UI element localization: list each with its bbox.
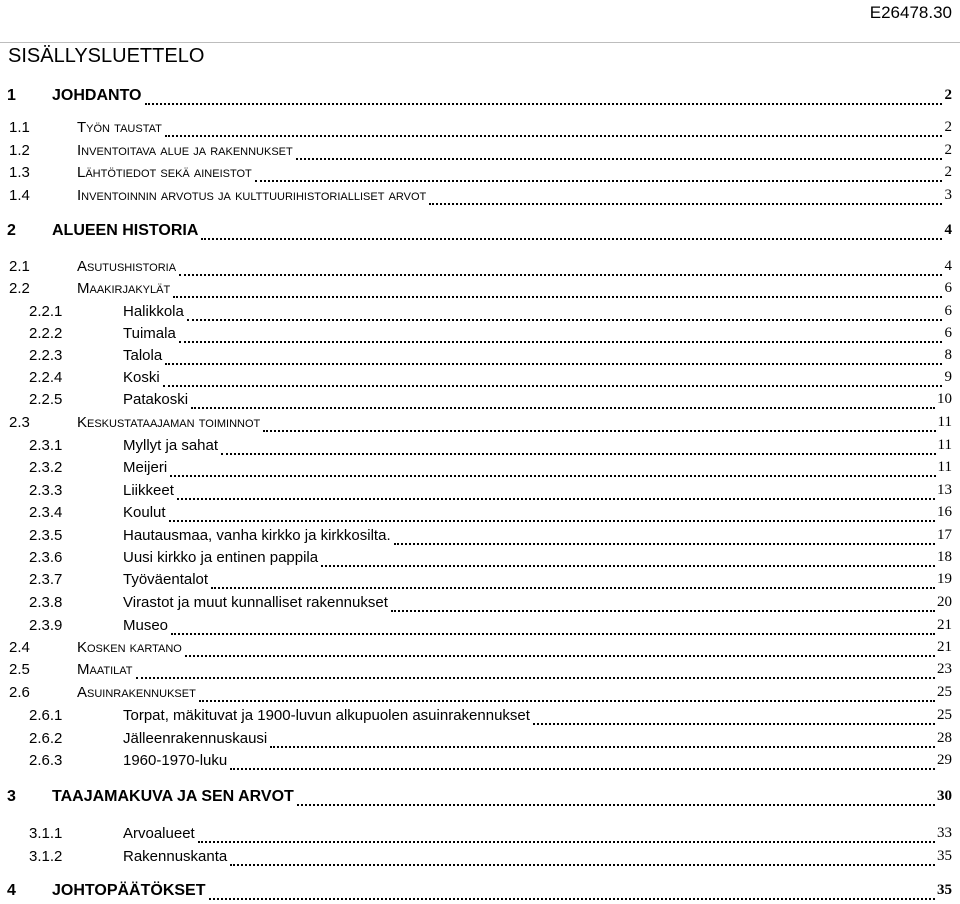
toc-entry-page: 30 — [937, 788, 952, 804]
dot-leader — [263, 430, 936, 432]
dot-leader — [163, 385, 942, 387]
toc-entry-number: 2.2.3 — [29, 347, 63, 364]
header-divider — [0, 42, 960, 43]
toc-entry[interactable] — [0, 369, 952, 391]
toc-entry[interactable] — [0, 459, 952, 481]
toc-entry-page: 2 — [944, 87, 952, 103]
toc-entry-page: 2 — [944, 119, 952, 135]
dot-leader — [391, 610, 935, 612]
toc-entry-page: 20 — [937, 594, 952, 610]
toc-entry-number: 2.5 — [9, 661, 30, 678]
toc-entry-title: Torpat, mäkituvat ja 1900-luvun alkupuolen asuinrakennukset — [123, 707, 530, 724]
dot-leader — [179, 274, 942, 276]
dot-leader — [165, 363, 942, 365]
toc-entry-title: Uusi kirkko ja entinen pappila — [123, 549, 319, 566]
toc-entry-title: Talola — [123, 347, 163, 364]
dot-leader — [145, 103, 942, 105]
toc-entry-number: 2.2 — [9, 280, 30, 297]
toc-entry[interactable] — [0, 752, 952, 774]
toc-entry[interactable] — [0, 684, 952, 706]
toc-entry[interactable] — [0, 164, 952, 186]
toc-entry[interactable] — [0, 504, 952, 526]
toc-entry[interactable] — [0, 119, 952, 141]
toc-entry[interactable] — [0, 142, 952, 164]
toc-entry-page: 3 — [944, 187, 952, 203]
toc-entry-page: 11 — [937, 414, 952, 430]
toc-entry-title: Virastot ja muut kunnalliset rakennukset — [123, 594, 388, 611]
toc-entry-number: 3.1.1 — [29, 825, 63, 842]
toc-entry[interactable] — [0, 882, 952, 904]
toc-title: SISÄLLYSLUETTELO — [8, 45, 205, 67]
toc-entry-page: 19 — [937, 571, 952, 587]
toc-entry-number: 2.2.5 — [29, 391, 63, 408]
toc-entry-title: Kosken kartano — [77, 639, 182, 656]
dot-leader — [170, 475, 936, 477]
toc-entry-number: 2.3.9 — [29, 617, 63, 634]
dot-leader — [230, 768, 935, 770]
toc-entry-title: Tuimala — [123, 325, 176, 342]
toc-entry-page: 6 — [944, 303, 952, 319]
toc-entry-number: 2.3.6 — [29, 549, 63, 566]
toc-entry-title: 1960-1970-luku — [123, 752, 228, 769]
dot-leader — [198, 841, 935, 843]
dot-leader — [230, 864, 935, 866]
toc-entry-title: Keskustataajaman toiminnot — [77, 414, 261, 431]
dot-leader — [165, 135, 942, 137]
dot-leader — [270, 746, 935, 748]
dot-leader — [211, 587, 935, 589]
toc-entry[interactable] — [0, 187, 952, 209]
toc-entry-number: 2.6.1 — [29, 707, 63, 724]
toc-entry-number: 2.3.3 — [29, 482, 63, 499]
toc-entry-number: 2.3.5 — [29, 527, 63, 544]
toc-entry[interactable] — [0, 594, 952, 616]
toc-entry-number: 2.6 — [9, 684, 30, 701]
toc-entry[interactable] — [0, 222, 952, 244]
toc-entry-number: 2.2.2 — [29, 325, 63, 342]
toc-entry-number: 1.2 — [9, 142, 30, 159]
toc-entry-number: 2.2.1 — [29, 303, 63, 320]
toc-entry-page: 2 — [944, 142, 952, 158]
toc-entry[interactable] — [0, 391, 952, 413]
dot-leader — [191, 407, 935, 409]
toc-entry-number: 1.1 — [9, 119, 30, 136]
toc-entry-title: Myllyt ja sahat — [123, 437, 219, 454]
toc-entry-title: Meijeri — [123, 459, 168, 476]
toc-entry[interactable] — [0, 825, 952, 847]
toc-entry-title: Maakirjakylät — [77, 280, 171, 297]
toc-entry-number: 3 — [7, 788, 16, 805]
toc-entry-page: 18 — [937, 549, 952, 565]
toc-entry[interactable] — [0, 707, 952, 729]
toc-entry[interactable] — [0, 527, 952, 549]
toc-entry-page: 25 — [937, 707, 952, 723]
toc-entry-title: Halikkola — [123, 303, 184, 320]
toc-entry-title: Inventoinnin arvotus ja kulttuurihistorialliset arvot — [77, 187, 427, 204]
toc-entry[interactable] — [0, 571, 952, 593]
toc-entry[interactable] — [0, 848, 952, 870]
toc-entry[interactable] — [0, 617, 952, 639]
toc-entry-page: 21 — [937, 617, 952, 633]
dot-leader — [171, 633, 935, 635]
toc-entry-title: Koulut — [123, 504, 166, 521]
dot-leader — [296, 158, 942, 160]
toc-entry-title: Lähtötiedot sekä aineistot — [77, 164, 252, 181]
toc-entry-number: 2.3 — [9, 414, 30, 431]
toc-entry-title: JOHTOPÄÄTÖKSET — [52, 882, 206, 899]
toc-entry-title: Työväentalot — [123, 571, 209, 588]
dot-leader — [201, 238, 942, 240]
toc-entry-number: 2.4 — [9, 639, 30, 656]
dot-leader — [429, 203, 942, 205]
toc-entry[interactable] — [0, 87, 952, 109]
dot-leader — [177, 498, 935, 500]
toc-entry-title: Asutushistoria — [77, 258, 177, 275]
toc-entry[interactable] — [0, 482, 952, 504]
toc-entry-title: Hautausmaa, vanha kirkko ja kirkkosilta. — [123, 527, 391, 544]
toc-entry-page: 35 — [937, 848, 952, 864]
toc-entry[interactable] — [0, 661, 952, 683]
toc-entry-number: 1.3 — [9, 164, 30, 181]
toc-entry-page: 29 — [937, 752, 952, 768]
toc-entry-page: 2 — [944, 164, 952, 180]
toc-entry-page: 6 — [944, 325, 952, 341]
document-id: E26478.30 — [869, 3, 952, 22]
toc-entry-page: 6 — [944, 280, 952, 296]
toc-entry[interactable] — [0, 280, 952, 302]
toc-entry-number: 2.6.3 — [29, 752, 63, 769]
toc-entry-title: Museo — [123, 617, 169, 634]
toc-entry-number: 2 — [7, 222, 16, 239]
toc-entry-number: 3.1.2 — [29, 848, 63, 865]
toc-entry-number: 2.3.2 — [29, 459, 63, 476]
dot-leader — [297, 804, 935, 806]
dot-leader — [321, 565, 935, 567]
dot-leader — [209, 898, 935, 900]
toc-entry-number: 2.3.8 — [29, 594, 63, 611]
toc-entry-number: 2.3.1 — [29, 437, 63, 454]
toc-entry-page: 17 — [937, 527, 952, 543]
dot-leader — [199, 700, 935, 702]
dot-leader — [169, 520, 935, 522]
dot-leader — [185, 655, 935, 657]
toc-entry-page: 9 — [944, 369, 952, 385]
toc-entry-title: JOHDANTO — [52, 87, 142, 104]
toc-entry-page: 8 — [944, 347, 952, 363]
toc-entry-title: Koski — [123, 369, 160, 386]
dot-leader — [255, 180, 942, 182]
toc-entry-page: 10 — [937, 391, 952, 407]
toc-entry-title: Jälleenrakennuskausi — [123, 730, 268, 747]
toc-entry[interactable] — [0, 788, 952, 810]
toc-entry-page: 28 — [937, 730, 952, 746]
toc-entry-title: Arvoalueet — [123, 825, 195, 842]
toc-entry[interactable] — [0, 258, 952, 280]
toc-entry[interactable] — [0, 303, 952, 325]
dot-leader — [394, 543, 935, 545]
dot-leader — [221, 453, 936, 455]
dot-leader — [179, 341, 942, 343]
toc-entry[interactable] — [0, 549, 952, 571]
toc-entry-page: 4 — [944, 258, 952, 274]
toc-entry-title: Inventoitava alue ja rakennukset — [77, 142, 293, 159]
toc-entry-title: ALUEEN HISTORIA — [52, 222, 199, 239]
toc-entry-number: 2.2.4 — [29, 369, 63, 386]
toc-entry-page: 11 — [937, 437, 952, 453]
toc-entry-page: 21 — [937, 639, 952, 655]
toc-entry-title: Työn taustat — [77, 119, 162, 136]
toc-entry-page: 23 — [937, 661, 952, 677]
toc-entry[interactable] — [0, 730, 952, 752]
dot-leader — [173, 296, 942, 298]
toc-entry-number: 1 — [7, 87, 16, 104]
toc-entry-page: 4 — [944, 222, 952, 238]
toc-entry-title: Maatilat — [77, 661, 133, 678]
toc-entry-number: 1.4 — [9, 187, 30, 204]
toc-entry-title: Rakennuskanta — [123, 848, 228, 865]
dot-leader — [187, 319, 942, 321]
toc-entry[interactable] — [0, 437, 952, 459]
toc-entry-title: Asuinrakennukset — [77, 684, 196, 701]
toc-entry-page: 13 — [937, 482, 952, 498]
toc-entry-number: 2.6.2 — [29, 730, 63, 747]
toc-entry[interactable] — [0, 639, 952, 661]
toc-entry-title: TAAJAMAKUVA JA SEN ARVOT — [52, 788, 294, 805]
toc-entry[interactable] — [0, 325, 952, 347]
dot-leader — [533, 723, 935, 725]
toc-entry-page: 25 — [937, 684, 952, 700]
toc-entry-title: Patakoski — [123, 391, 189, 408]
toc-entry[interactable] — [0, 414, 952, 436]
toc-entry-number: 2.1 — [9, 258, 30, 275]
toc-entry-page: 16 — [937, 504, 952, 520]
toc-entry-title: Liikkeet — [123, 482, 174, 499]
toc-entry-page: 33 — [937, 825, 952, 841]
toc-entry-number: 2.3.4 — [29, 504, 63, 521]
dot-leader — [136, 677, 935, 679]
toc-entry-page: 35 — [937, 882, 952, 898]
toc-entry-number: 4 — [7, 882, 16, 899]
toc-entry[interactable] — [0, 347, 952, 369]
toc-entry-page: 11 — [937, 459, 952, 475]
toc-entry-number: 2.3.7 — [29, 571, 63, 588]
